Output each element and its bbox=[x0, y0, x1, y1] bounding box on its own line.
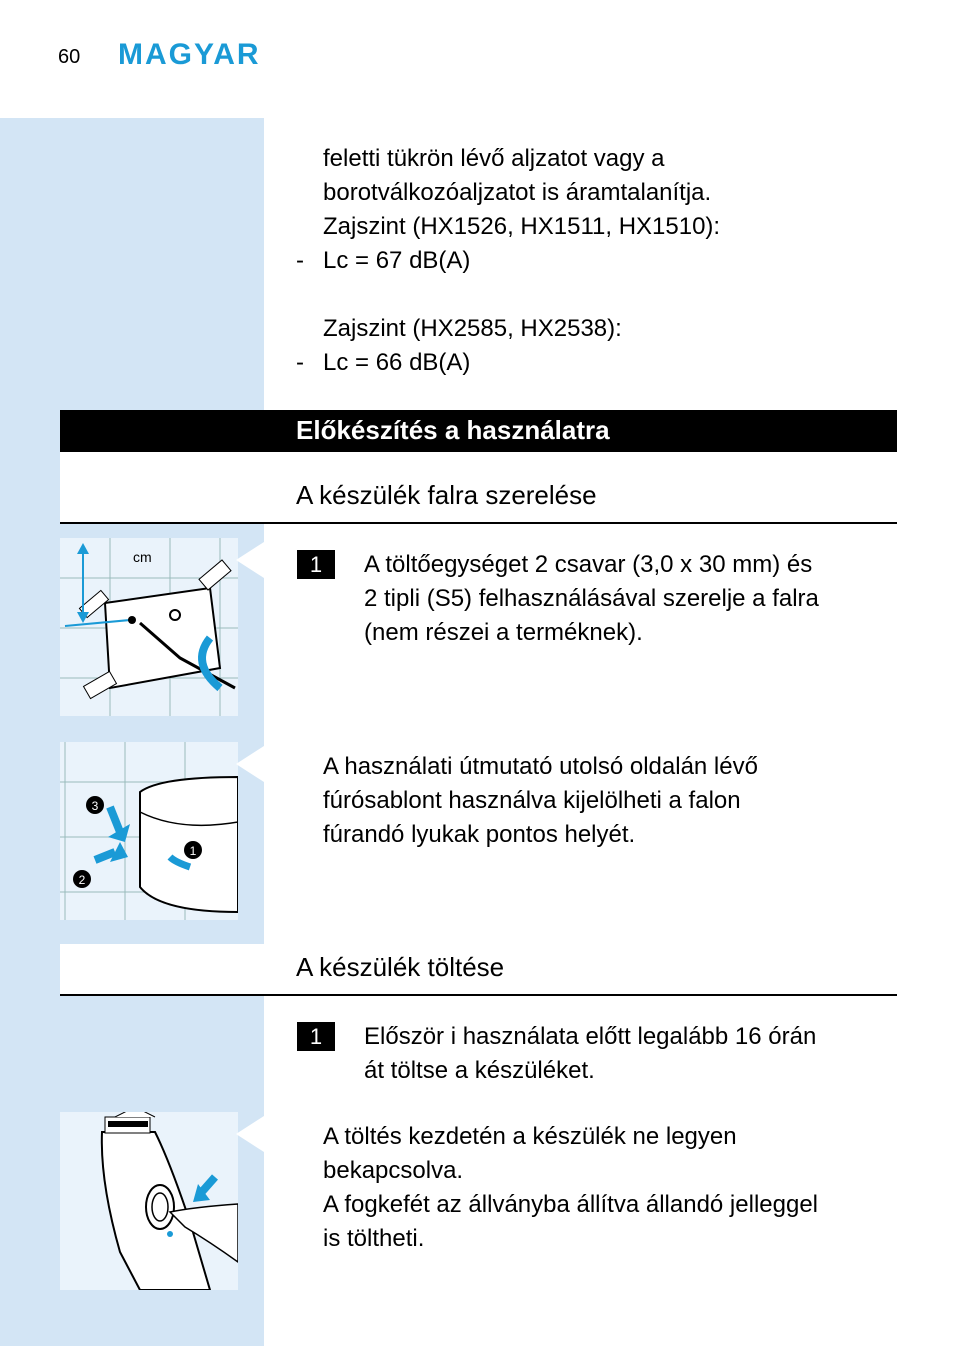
mount-note-line: A használati útmutató utolsó oldalán lévő bbox=[323, 753, 758, 780]
step-number-badge: 1 bbox=[297, 550, 335, 579]
charge-step-line: át töltse a készüléket. bbox=[364, 1057, 595, 1084]
callout-notch bbox=[236, 1116, 264, 1152]
callout-notch bbox=[236, 542, 264, 578]
step-badge-1: 1 bbox=[189, 844, 197, 858]
dash-2: - bbox=[296, 349, 304, 376]
noise-value-1: Lc = 67 dB(A) bbox=[323, 247, 471, 274]
cm-label: cm bbox=[133, 549, 152, 565]
callout-notch bbox=[236, 746, 264, 782]
mount-step-line: (nem részei a terméknek). bbox=[364, 619, 643, 646]
charge-step-line: Először i használata előtt legalább 16 órán bbox=[364, 1023, 817, 1050]
charge-rule bbox=[60, 994, 897, 996]
charge-note-line: A töltés kezdetén a készülék ne legyen bbox=[323, 1123, 737, 1150]
toothbrush-illustration bbox=[60, 1112, 238, 1290]
mount-rule bbox=[60, 522, 897, 524]
mount-heading: A készülék falra szerelése bbox=[296, 480, 597, 510]
noise-label-2: Zajszint (HX2585, HX2538): bbox=[323, 315, 622, 342]
intro-line-2: borotválkozóaljzatot is áramtalanítja. bbox=[323, 179, 712, 206]
heading-strip bbox=[60, 452, 264, 524]
wall-mount-illustration bbox=[60, 538, 238, 716]
drill-template-illustration bbox=[60, 742, 238, 920]
section-title: Előkészítés a használatra bbox=[296, 415, 610, 445]
step-number-badge: 1 bbox=[297, 1022, 335, 1051]
noise-value-2: Lc = 66 dB(A) bbox=[323, 349, 471, 376]
charge-note-line: bekapcsolva. bbox=[323, 1157, 464, 1184]
mount-note-line: fúrandó lyukak pontos helyét. bbox=[323, 821, 636, 848]
mount-note-line: fúrósablont használva kijelölheti a falon bbox=[323, 787, 741, 814]
language-title: MAGYAR bbox=[118, 38, 261, 71]
noise-label-1: Zajszint (HX1526, HX1511, HX1510): bbox=[323, 213, 721, 240]
step-badge-2: 2 bbox=[78, 873, 86, 887]
dash-1: - bbox=[296, 247, 304, 274]
mount-step-line: A töltőegységet 2 csavar (3,0 x 30 mm) és bbox=[364, 551, 813, 578]
intro-line-1: feletti tükrön lévő aljzatot vagy a bbox=[323, 145, 665, 172]
charge-note-line: A fogkefét az állványba állítva állandó jelleggel bbox=[323, 1191, 818, 1218]
mount-step-line: 2 tipli (S5) felhasználásával szerelje a falra bbox=[364, 585, 819, 612]
step-badge-3: 3 bbox=[91, 799, 99, 813]
charge-note-line: is töltheti. bbox=[323, 1225, 425, 1252]
heading-strip bbox=[60, 944, 264, 996]
charge-heading: A készülék töltése bbox=[296, 952, 505, 982]
page-number: 60 bbox=[58, 46, 81, 68]
